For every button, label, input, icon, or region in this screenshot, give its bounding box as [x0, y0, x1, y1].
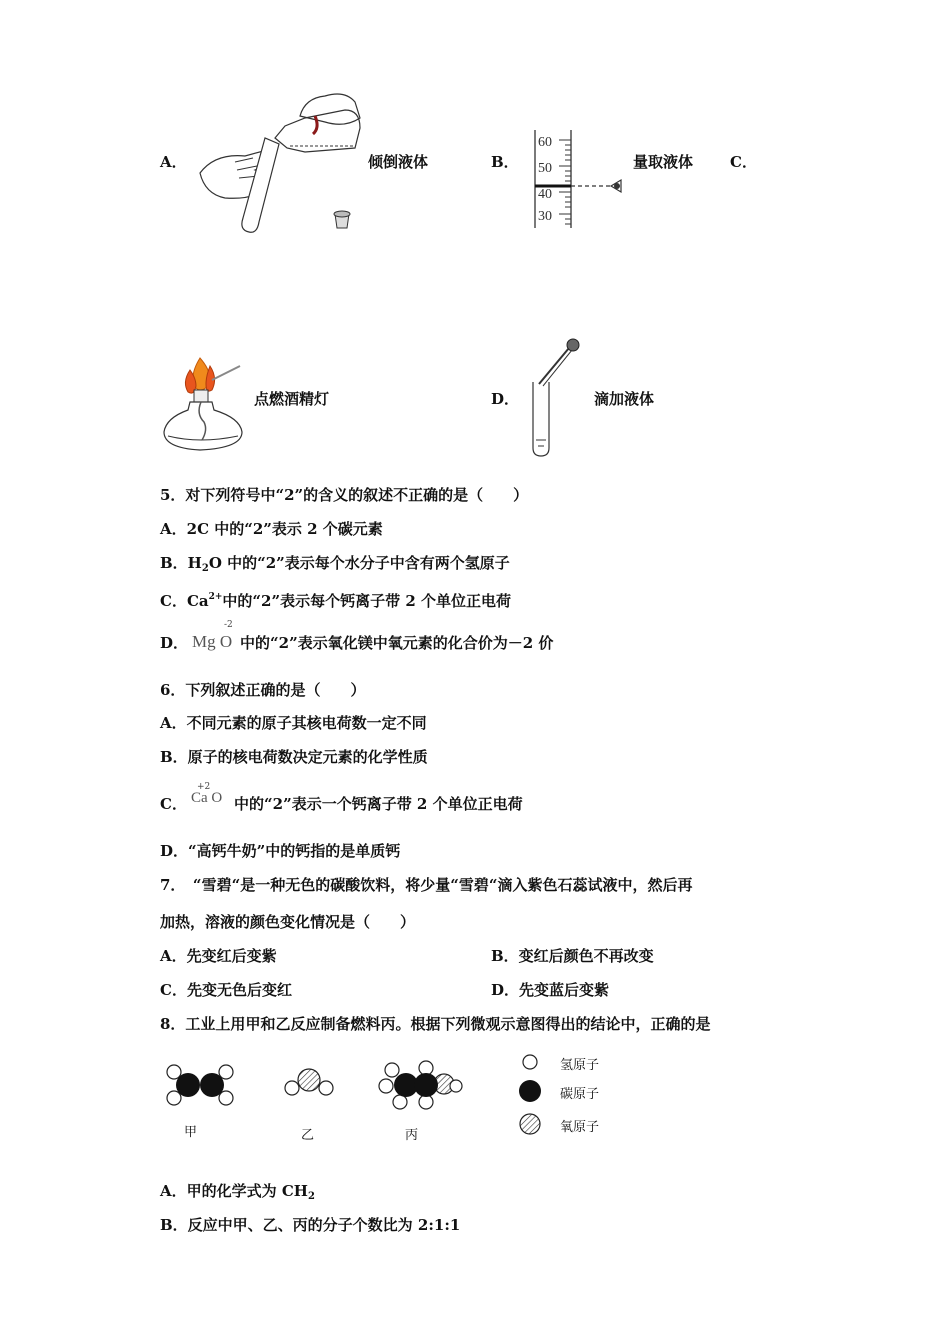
pouring-liquid-illustration — [195, 88, 375, 238]
q7-option-d: D．先变蓝后变紫 — [491, 981, 610, 999]
scale-label-30: 30 — [538, 209, 552, 224]
option-a-letter: A． — [160, 153, 187, 171]
q8-stem: 8．工业上用甲和乙反应制备燃料丙。根据下列微观示意图得出的结论中，正确的是 — [160, 1015, 711, 1033]
q7-option-c: C．先变无色后变红 — [160, 981, 292, 999]
molecule-diagram — [160, 1050, 620, 1150]
q6-stem: 6．下列叙述正确的是（ ） — [160, 681, 366, 699]
legend-hydrogen: 氢原子 — [560, 1058, 600, 1073]
q7-stem-line1: 7． “雪碧“是一种无色的碳酸饮料，将少量“雪碧“滴入紫色石蕊试液中，然后再 — [160, 876, 693, 894]
q8-option-a: A．甲的化学式为 $CH_2$ — [160, 1182, 315, 1202]
graduated-cylinder-illustration — [525, 128, 635, 232]
alcohol-lamp-illustration — [160, 352, 250, 456]
legend-oxygen: 氧原子 — [560, 1120, 600, 1135]
q8-option-b: B．反应中甲、乙、丙的分子个数比为 2:1:1 — [160, 1216, 461, 1234]
q6-option-a: A．不同元素的原子其核电荷数一定不同 — [160, 714, 427, 732]
legend-carbon-marker — [519, 1080, 541, 1102]
q5-option-c: C．$Ca^{2+}$中的“2”表示每个钙离子带 2 个单位正电荷 — [160, 592, 511, 610]
q6-option-c-text: 中的“2”表示一个钙离子带 2 个单位正电荷 — [234, 795, 523, 813]
molecule-jia — [167, 1065, 233, 1105]
q7-option-a: A．先变红后变紫 — [160, 947, 277, 965]
q6-option-c-letter: C． — [160, 795, 187, 813]
q5-valence-mark: -2 — [224, 620, 233, 630]
q5-option-d-letter: D． — [160, 634, 189, 652]
option-c-caption: 点燃酒精灯 — [254, 390, 330, 408]
molecule-yi — [285, 1069, 333, 1095]
option-b-letter: B． — [491, 153, 519, 171]
molecule-bing — [379, 1061, 462, 1109]
q6-formula: Ca O — [191, 790, 223, 806]
scale-label-60: 60 — [538, 135, 552, 150]
q5-formula: Mg O — [192, 632, 233, 651]
q6-option-b: B．原子的核电荷数决定元素的化学性质 — [160, 748, 428, 766]
option-a-caption: 倾倒液体 — [368, 153, 429, 171]
legend-oxygen-marker — [520, 1114, 540, 1134]
option-b-caption: 量取液体 — [633, 153, 694, 171]
q5-option-a: A．2C 中的“2”表示 2 个碳元素 — [160, 520, 383, 538]
q5-stem: 5．对下列符号中“2”的含义的叙述不正确的是（ ） — [160, 486, 529, 504]
legend-carbon: 碳原子 — [560, 1087, 600, 1102]
molecule-label-bing: 丙 — [405, 1128, 419, 1143]
option-d-caption: 滴加液体 — [594, 390, 655, 408]
molecule-label-yi: 乙 — [301, 1128, 315, 1143]
q5-option-b: B．$H_2O$ 中的“2”表示每个水分子中含有两个氢原子 — [160, 554, 510, 574]
molecule-label-jia: 甲 — [184, 1125, 198, 1140]
q6-valence-mark: +2 — [197, 782, 211, 792]
dropper-illustration — [525, 338, 585, 460]
q6-option-d: D．“高钙牛奶”中的钙指的是单质钙 — [160, 842, 401, 860]
scale-label-40: 40 — [538, 187, 552, 202]
q5-option-d-text: 中的“2”表示氧化镁中氧元素的化合价为－2 价 — [240, 634, 554, 652]
scale-label-50: 50 — [538, 161, 552, 176]
q7-stem-line2: 加热，溶液的颜色变化情况是（ ） — [160, 913, 416, 931]
q7-option-b: B．变红后颜色不再改变 — [491, 947, 654, 965]
option-d-letter: D． — [491, 390, 520, 408]
option-c-letter: C． — [730, 153, 757, 171]
legend-hydrogen-marker — [523, 1055, 537, 1069]
